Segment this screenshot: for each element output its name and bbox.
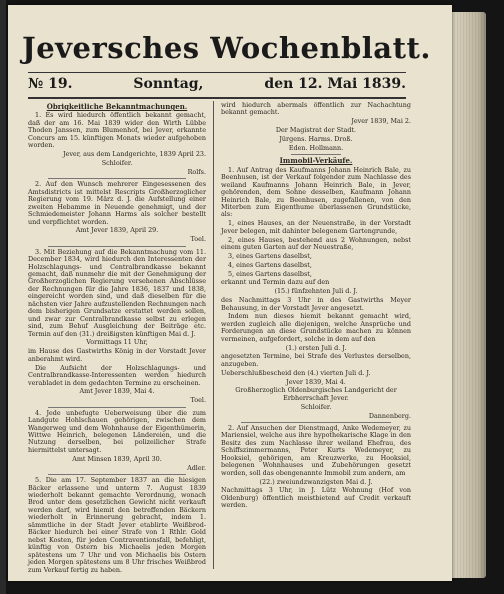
sale-1-claims-penalty: angesetzten Termine, bei Strafe des Verlustes derselben, anzugeben. (221, 352, 411, 368)
divider (291, 154, 341, 155)
sale-1-item: 1, eines Hauses, an der Neuenstraße, in der Vorstadt Jever belegen, mit dahinter belegenem Gartengrunde, (221, 219, 411, 235)
magistrate-names-2: Eden. Hollmann. (288, 143, 344, 152)
sale-1-claims: Indem nun dieses hiemit bekannt gemacht wird, werden zugleich alle diejenigen, welche Ansprüche und Forderungen an diese Grundstücke machen zu können vermeinen, aufgefordert, solche in dem auf den (221, 312, 411, 343)
notice-3-signature: Amt Jever 1839, Mai 4. (79, 387, 155, 396)
sale-1-court: Großherzoglich Oldenburgisches Landgericht der Erbherrschaft Jever. (235, 386, 397, 402)
notice-2-name: Toel. (190, 235, 206, 244)
sale-1-item: 4, eines Gartens daselbst, (228, 260, 312, 269)
masthead-rule (28, 72, 406, 73)
sale-1-item: 2, eines Hauses, bestehend aus 2 Wohnungen, nebst einem guten Garten auf der Neuestraße, (221, 235, 411, 252)
notice-3-invitation: Die Aufsicht der Holzschlagungs- und Centralbrandkasse-Interessenten werden hiedurch verabladet in dem gedachten Termine zu erscheinen. (28, 363, 206, 387)
sale-2-date: (22.) zweiundzwanzigsten Mai d. J. (259, 477, 373, 486)
sale-1-item: 5, eines Gartens daselbst, (228, 269, 312, 278)
issue-day: Sonntag, (133, 76, 204, 92)
dateline-rule (28, 97, 406, 99)
sale-1: 1. Auf Antrag des Kaufmanns Johann Heinrich Bale, zu Beenhusen, ist der Verkauf folgender zum Nachlasse des weiland Kaufmanns Johann Heinrich Bale, in Jever, gehörenden, dem Sohne desselben, Kaufmann Johann Heinrich Bale, zu Beenhusen, zugefallenen, von den Miterben zum Eigenthume überlassenen Grundstücke, als: (221, 165, 411, 219)
sale-1-name-1: Schloifer. (300, 402, 332, 411)
notice-3: 3. Mit Beziehung auf die Bekanntmachung vom 11. December 1834, wird hiedurch den Interessenten der Holzschlagungs- und Centralbrandkasse bekannt gemacht, daß nunmehr die mit der Genehmigung der Großherzoglichen Regierung versehenen Abschlüsse der Rechnungen für die Jahre 1836, 1837 und 1838, eingereicht worden sind, und daß dieselben für die nächsten vier Jahre aufzustellenden Rechnungen nach dem bisherigen Grundsatze erstattet werden sollen, und zwar zur Centralbrandkasse selbst zu erlegen sind, zum Behuf Ausgleichung der Beiträge etc. Termin auf den (31.) dreißigsten künftigen Mai d. J. (28, 247, 206, 338)
section-heading-property-sales: Immobil-Verkäufe. (279, 156, 353, 166)
notice-1-signature: Jever, aus dem Landgerichte, 1839 April 23. (62, 150, 206, 159)
notice-1-name: Schloifer. (101, 158, 133, 167)
issue-dateline (28, 76, 406, 92)
masthead-title: Jeversches Wochenblatt. (22, 31, 431, 65)
notice-4: 4. Jede unbefugte Ueberweisung über die zum Landgute Hohlschauen gehörigen, zwischen dem Wangerweg und dem Wohnhause der Eigenthümerin, Wittwe Heinrich, belegenen Ländereien, und die Nutzung derselben, bei polizeilicher Strafe hiermittelst untersagt. (28, 408, 206, 454)
divider (48, 178, 186, 179)
magistrate-names-1: Jürgens. Harms. Droß. (279, 134, 353, 143)
book-page-edges (448, 12, 486, 578)
sale-2: 2. Auf Ansuchen der Dienstmagd, Anke Wedemeyer, zu Mariensiel, welche aus ihre hypothekarische Klage in den Besitz des zum Nachlasse ihrer weiland Ehefrau, des Schiffszimmermanns, Peter Kurts Wedemeyer, zu Hooksiel, gehörigen, am Kreuzwerke, zu Hooksiel, belegenen Wohnhauses und Zubehörungen gesetzt worden, soll das obengenannte Immobil zum andern, am (221, 424, 411, 477)
divider (48, 407, 186, 408)
notice-4-name: Adler. (187, 463, 206, 472)
sale-1-item: 3, eines Gartens daselbst, (228, 251, 312, 260)
divider (241, 422, 391, 423)
column-divider (213, 101, 214, 569)
divider (48, 474, 186, 475)
sale-1-term-location: des Nachmittags 3 Uhr in des Gastwirths Meyer Behausung, in der Vorstadt Jever angesetzt. (221, 296, 411, 312)
sale-2-details: Nachmittags 3 Uhr, in J. Lütz Wohnung (Hof von Oldenburg) öffentlich meistbietend auf Credit verkauft werden. (221, 486, 411, 510)
sale-1-term-date: (15.) fünfzehnten Juli d. J. (274, 287, 358, 296)
newspaper-page (8, 5, 452, 581)
notice-3-time: Vormittags 11 Uhr, (86, 338, 148, 347)
magistrate-office: Der Magistrat der Stadt. (275, 126, 357, 135)
sale-1-decision: Ueberschlußbescheid den (4.) vierten Juli d. J. (221, 368, 371, 377)
left-column (28, 102, 206, 575)
binding-spine (0, 0, 6, 594)
notice-2: 2. Auf den Wunsch mehrerer Eingesessenen des Amtsdistricts ist mittelst Rescripts Großherzoglicher Regierung vom 19. März d. J. die Aufstellung einer zweiten Hebamme in Neuende genehmigt, und der Schmiedemeister Johann Harms als solcher bestellt und verpflichtet worden. (28, 180, 206, 226)
sale-1-signature-date: Jever 1839, Mai 4. (286, 377, 346, 386)
notice-1: 1. Es wird hiedurch öffentlich bekannt gemacht, daß der am 16. Mai 1839 wider den Wirth Lübbe Thoden Janssen, zum Blumenhof, bei Jever, erkannte Concurs am 15. künftigen Monats wieder aufgehoben worden. (28, 111, 206, 150)
notice-5-continued: wird hiedurch abermals öffentlich zur Nachachtung bekannt gemacht. (221, 101, 411, 117)
sale-1-term-intro: erkannt und Termin dazu auf den (221, 278, 330, 287)
issue-number: № 19. (28, 76, 73, 92)
notice-4-signature: Amt Minsen 1839, April 30. (72, 454, 162, 463)
notice-2-signature: Amt Jever 1839, April 29. (75, 226, 159, 235)
divider (48, 246, 186, 247)
magistrate-date: Jever 1839, Mai 2. (351, 117, 411, 126)
right-column (221, 102, 411, 511)
sale-1-name-2: Dannenberg. (368, 411, 411, 420)
notice-3-name: Toel. (190, 396, 206, 405)
issue-date: den 12. Mai 1839. (264, 76, 406, 92)
notice-5: 5. Die am 17. September 1837 an die hiesigen Bäcker erlassene und unterm 7. August 1839 wiederholt bekannt gemachte Verordnung, wonach Brod unter dem gesetzlichen Gewicht nicht verkauft werden darf, wird hiemit den betreffenden Bäckern wiederholt in Erinnerung gebracht, indem 1. sämmtliche in der Stadt Jever etablirte Weißbrod-Bäcker hiedurch bei einer Strafe von 1 Rthlr. Gold nebst Kosten, für jeden Contraventionsfall, befehligt, künftig von Ostern bis Michaelis jeden Morgen spätestens um 7 Uhr und von Michaelis bis Ostern jeden Morgen spätestens um 8 Uhr frisches Weißbrod zum Verkauf fertig zu haben. (28, 476, 206, 574)
notice-3-location: im Hause des Gastwirths König in der Vorstadt Jever anberahmt wird. (28, 347, 206, 363)
sale-1-claims-date: (1.) ersten Juli d. J. (285, 343, 347, 352)
notice-1-name-2: Rolfs. (187, 167, 206, 176)
section-heading-notices: Obrigkeitliche Bekanntmachungen. (46, 102, 188, 111)
